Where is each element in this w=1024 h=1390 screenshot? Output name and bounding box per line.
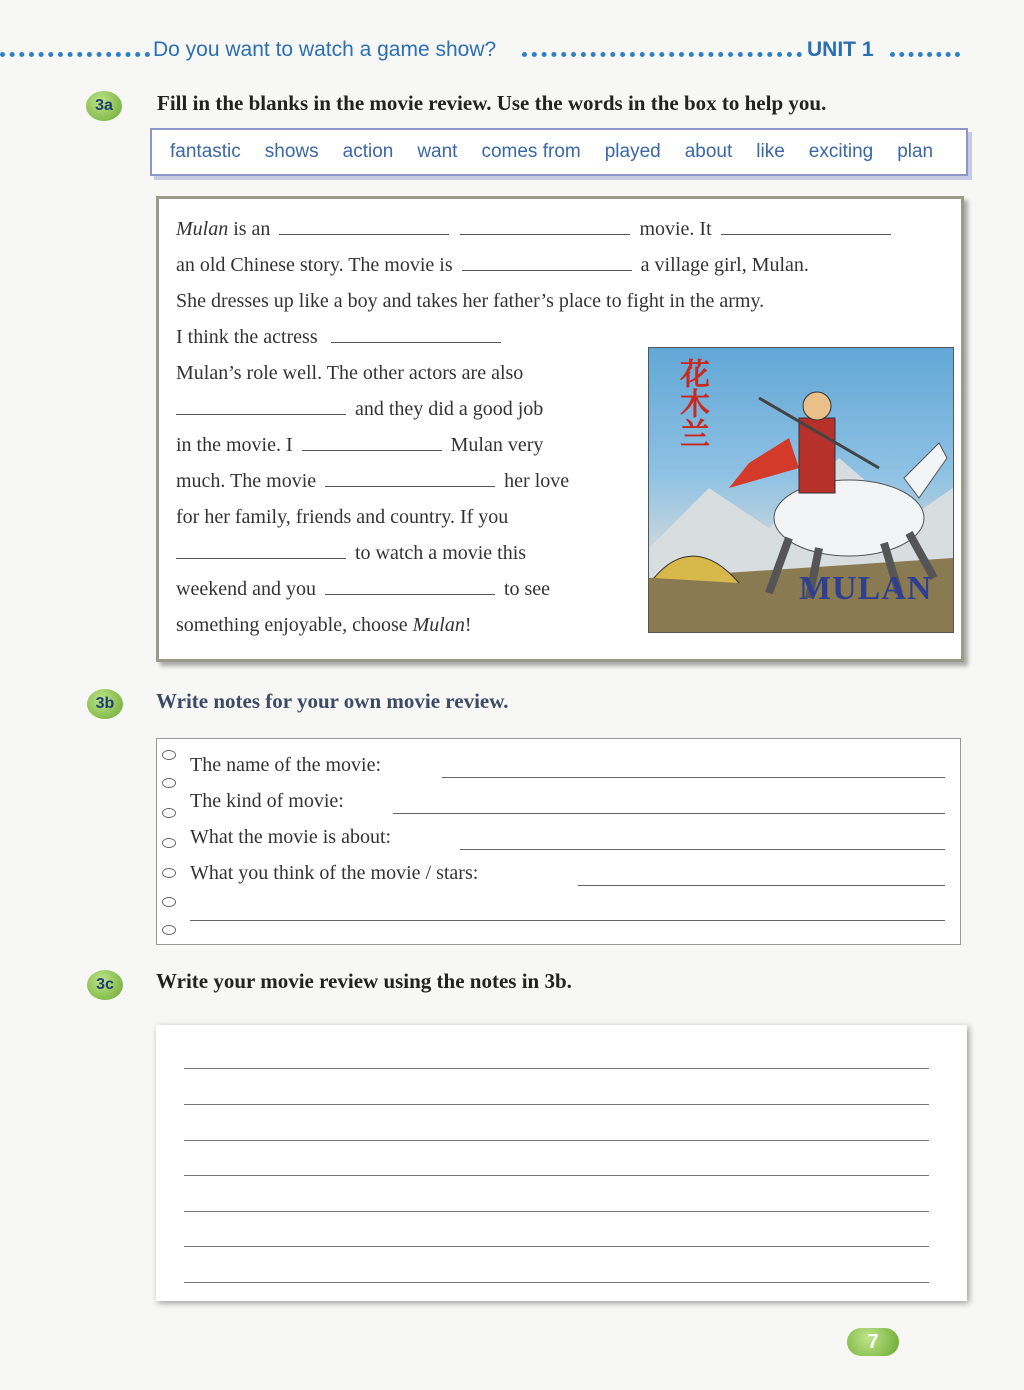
- review-line-9: for her family, friends and country. If you: [176, 506, 509, 528]
- binder-ring-icon: [162, 925, 176, 935]
- note-line-1[interactable]: [442, 777, 945, 778]
- review-line-1: [176, 218, 891, 241]
- note-movie-opinion: What you think of the movie / stars:: [190, 862, 479, 884]
- word-played: played: [604, 141, 661, 162]
- word-about: about: [684, 141, 733, 162]
- blank-8[interactable]: [325, 472, 495, 487]
- review-line-5: Mulan’s role well. The other actors are also: [176, 362, 524, 384]
- writing-line-3[interactable]: [184, 1140, 929, 1141]
- word-like: like: [756, 141, 785, 162]
- header-dots-middle: [522, 52, 802, 57]
- header-dots-right: [890, 52, 960, 57]
- review-line-3: She dresses up like a boy and takes her father’s place to fight in the army.: [176, 290, 765, 312]
- review-text: !: [464, 614, 472, 636]
- blank-9[interactable]: [176, 544, 346, 559]
- review-line-2: [176, 254, 809, 277]
- writing-line-6[interactable]: [184, 1246, 929, 1247]
- review-text: her love: [504, 470, 570, 492]
- review-text: is an: [233, 218, 271, 240]
- header-dots-left: [0, 52, 150, 57]
- instruction-3a: Fill in the blanks in the movie review. Use the words in the box to help you.: [157, 91, 827, 115]
- review-line-6: [176, 398, 543, 421]
- blank-4[interactable]: [462, 256, 632, 271]
- binder-ring-icon: [162, 778, 176, 788]
- writing-line-1[interactable]: [184, 1068, 929, 1069]
- word-comes-from: comes from: [481, 141, 581, 162]
- blank-3[interactable]: [721, 220, 891, 235]
- review-text: weekend and you: [176, 578, 316, 600]
- binder-ring-icon: [162, 897, 176, 907]
- instruction-3c: Write your movie review using the notes in 3b.: [156, 969, 572, 993]
- word-fantastic: fantastic: [170, 141, 241, 162]
- word-want: want: [417, 141, 458, 162]
- badge-3a: 3a: [86, 91, 122, 121]
- poster-title: MULAN: [799, 570, 933, 607]
- review-line-12: [176, 614, 472, 637]
- writing-line-4[interactable]: [184, 1175, 929, 1176]
- binder-ring-icon: [162, 808, 176, 818]
- binder-ring-icon: [162, 838, 176, 848]
- review-text: to see: [503, 578, 551, 600]
- review-text: to watch a movie this: [355, 542, 527, 564]
- mulan-poster-image: [648, 347, 954, 633]
- review-line-11: [176, 578, 550, 601]
- note-line-2[interactable]: [393, 813, 945, 814]
- review-text: I think the actress: [176, 326, 318, 348]
- review-text: a village girl, Mulan.: [640, 254, 809, 276]
- review-line-7: [176, 434, 543, 457]
- note-line-3[interactable]: [460, 849, 945, 850]
- note-line-5[interactable]: [190, 920, 945, 921]
- review-line-4: [176, 326, 501, 349]
- review-text: much. The movie: [176, 470, 317, 492]
- movie-title-mulan: Mulan: [176, 218, 229, 240]
- badge-3c: 3c: [87, 970, 123, 1000]
- note-movie-name: The name of the movie:: [190, 754, 382, 776]
- note-movie-about: What the movie is about:: [190, 826, 392, 848]
- review-text: an old Chinese story. The movie is: [176, 254, 453, 276]
- writing-line-2[interactable]: [184, 1104, 929, 1105]
- unit-label: UNIT 1: [807, 38, 874, 61]
- word-box: [150, 128, 968, 176]
- page-number: 7: [847, 1328, 899, 1356]
- header-title: Do you want to watch a game show?: [153, 38, 497, 61]
- review-line-8: [176, 470, 569, 493]
- blank-10[interactable]: [325, 580, 495, 595]
- poster-chinese-title: 花木兰: [674, 358, 709, 448]
- binder-ring-icon: [162, 750, 176, 760]
- writing-box: [156, 1025, 967, 1301]
- review-text: movie. It: [639, 218, 712, 240]
- binder-ring-icon: [162, 868, 176, 878]
- blank-6[interactable]: [176, 400, 346, 415]
- note-line-4[interactable]: [578, 885, 945, 886]
- blank-7[interactable]: [302, 436, 442, 451]
- note-movie-kind: The kind of movie:: [190, 790, 344, 812]
- blank-1[interactable]: [279, 220, 449, 235]
- blank-2[interactable]: [460, 220, 630, 235]
- review-text: something enjoyable, choose: [176, 614, 408, 636]
- badge-3b: 3b: [87, 689, 123, 719]
- review-text: Mulan very: [450, 434, 544, 456]
- review-text: in the movie. I: [176, 434, 293, 456]
- writing-line-5[interactable]: [184, 1211, 929, 1212]
- review-line-10: [176, 542, 526, 565]
- instruction-3b: Write notes for your own movie review.: [156, 689, 509, 713]
- word-exciting: exciting: [808, 141, 874, 162]
- word-shows: shows: [264, 141, 319, 162]
- word-action: action: [342, 141, 394, 162]
- writing-line-7[interactable]: [184, 1282, 929, 1283]
- word-plan: plan: [897, 141, 934, 162]
- blank-5[interactable]: [331, 328, 501, 343]
- review-text: and they did a good job: [355, 398, 544, 420]
- movie-title-mulan: Mulan: [412, 614, 465, 636]
